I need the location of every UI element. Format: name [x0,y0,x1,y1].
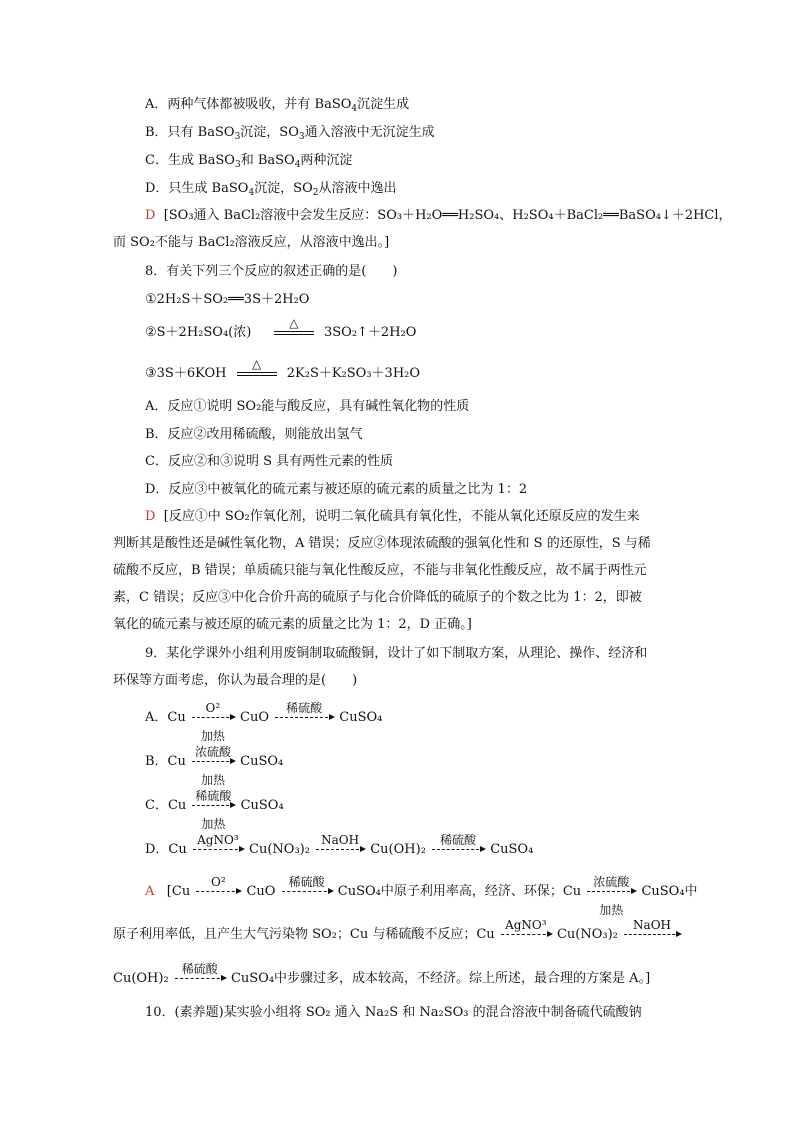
reaction-arrow: 浓硫酸 加热 [587,891,635,892]
q8-explanation-line-5: 氧化的硫元素与被还原的硫元素的质量之比为 1：2，D 正确。] [113,617,472,632]
reaction-arrow: 稀硫酸 [432,849,484,850]
q7-explanation-line-2: 而 SO₂不能与 BaCl₂溶液反应，从溶液中逸出。] [113,235,390,250]
q8-explanation-line-4: 素，C 错误；反应③中化合价升高的硫原子与化合价降低的硫原子的个数之比为 1：2，即被 [113,590,642,605]
q9-option-a: A．Cu O² 加热 CuO 稀硫酸 CuSO₄ [145,701,383,743]
q9-option-d: D．Cu AgNO³ Cu(NO₃)₂ NaOH Cu(OH)₂ 稀硫酸 CuSO₄ [145,833,534,857]
q7-option-d: D．只生成 BaSO$_4$沉淀，$SO_2$从溶液中逸出 [145,181,397,198]
reaction-arrow: 稀硫酸 [175,978,225,979]
reaction-arrow: O² 加热 [192,717,234,718]
q8-option-c: C．反应②和③说明 S 具有两性元素的性质 [145,454,394,469]
q9-explanation-line-3: Cu(OH)₂ 稀硫酸 CuSO₄中步骤过多，成本较高，不经济。综上所述，最合理的方案是 A。] [113,962,651,986]
q7-option-c: C．生成 BaSO$_3$和 BaSO$_4$两种沉淀 [145,153,353,170]
q8-stem: 8．有关下列三个反应的叙述正确的是( ) [145,264,398,279]
reaction-arrow: 稀硫酸 [282,891,332,892]
q10-stem: 10．(素养题)某实验小组将 SO₂ 通入 Na₂S 和 Na₂SO₃ 的混合溶液中制备硫代硫酸钠 [145,1005,642,1020]
q7-explanation-line-1: D [SO₃通入 BaCl₂溶液中会发生反应：SO₃＋H₂O══H₂SO₄、H₂SO₄＋BaCl₂══BaSO₄↓＋2HCl， [145,208,732,223]
q8-option-a: A．反应①说明 SO₂能与酸反应，具有碱性氧化物的性质 [145,399,470,414]
q9-option-c: C．Cu 稀硫酸 加热 CuSO₄ [145,789,284,831]
q8-explanation-line-2: 判断其是酸性还是碱性氧化物，A 错误；反应②体现浓硫酸的强氧化性和 S 的还原性，S 与稀 [113,536,651,551]
reaction-arrow: 浓硫酸 加热 [192,761,234,762]
reaction-arrow: AgNO³ [501,934,551,935]
q9-answer-letter: A [145,884,155,899]
heat-equals-sign: △ [274,331,314,335]
q9-stem-line-2: 环保等方面考虑，你认为最合理的是( ) [113,673,358,688]
q7-option-b: B．只有 BaSO$_3$沉淀，$SO_3$通入溶液中无沉淀生成 [145,125,435,142]
q8-explanation-line-3: 硫酸不反应，B 错误；单质硫只能与氧化性酸反应，不能与非氧化性酸反应，故不属于两性元 [113,563,647,578]
q8-option-b: B．反应②改用稀硫酸，则能放出氢气 [145,427,363,442]
q8-option-d: D．反应③中被氧化的硫元素与被还原的硫元素的质量之比为 1：2 [145,482,528,497]
reaction-arrow: NaOH [316,849,364,850]
reaction-arrow: AgNO³ [193,849,243,850]
reaction-arrow: NaOH [624,934,680,935]
reaction-arrow: 稀硫酸 加热 [192,805,234,806]
reaction-arrow: 稀硫酸 [275,717,333,718]
q9-explanation-line-1: A [Cu O² CuO 稀硫酸 CuSO₄中原子利用率高，经济、环保；Cu 浓硫酸 加热 CuSO₄中 [145,875,698,917]
q7-answer-letter: D [145,208,156,223]
q8-answer-letter: D [145,509,156,524]
reaction-arrow: O² [196,891,240,892]
q7-option-a: A．两种气体都被吸收，并有 BaSO$_4$沉淀生成 [145,97,410,114]
q8-reaction-3: ③3S＋6KOH △ 2K₂S＋K₂SO₃＋3H₂O [145,356,421,381]
q9-option-b: B．Cu 浓硫酸 加热 CuSO₄ [145,745,284,787]
q8-explanation-line-1: D [反应①中 SO₂作氧化剂，说明二氧化硫具有氧化性，不能从氧化还原反应的发生来 [145,509,640,524]
q9-stem-line-1: 9．某化学课外小组利用废铜制取硫酸铜，设计了如下制取方案，从理论、操作、经济和 [145,646,648,661]
q8-reaction-1: ①2H₂S＋SO₂══3S＋2H₂O [145,292,310,307]
q9-explanation-line-2: 原子利用率低，且产生大气污染物 SO₂；Cu 与稀硫酸不反应；Cu AgNO³ Cu(NO₃)₂ NaOH [113,925,682,945]
heat-equals-sign: △ [237,372,277,376]
q8-reaction-2: ②S＋2H₂SO₄(浓) △ 3SO₂↑＋2H₂O [145,315,417,340]
